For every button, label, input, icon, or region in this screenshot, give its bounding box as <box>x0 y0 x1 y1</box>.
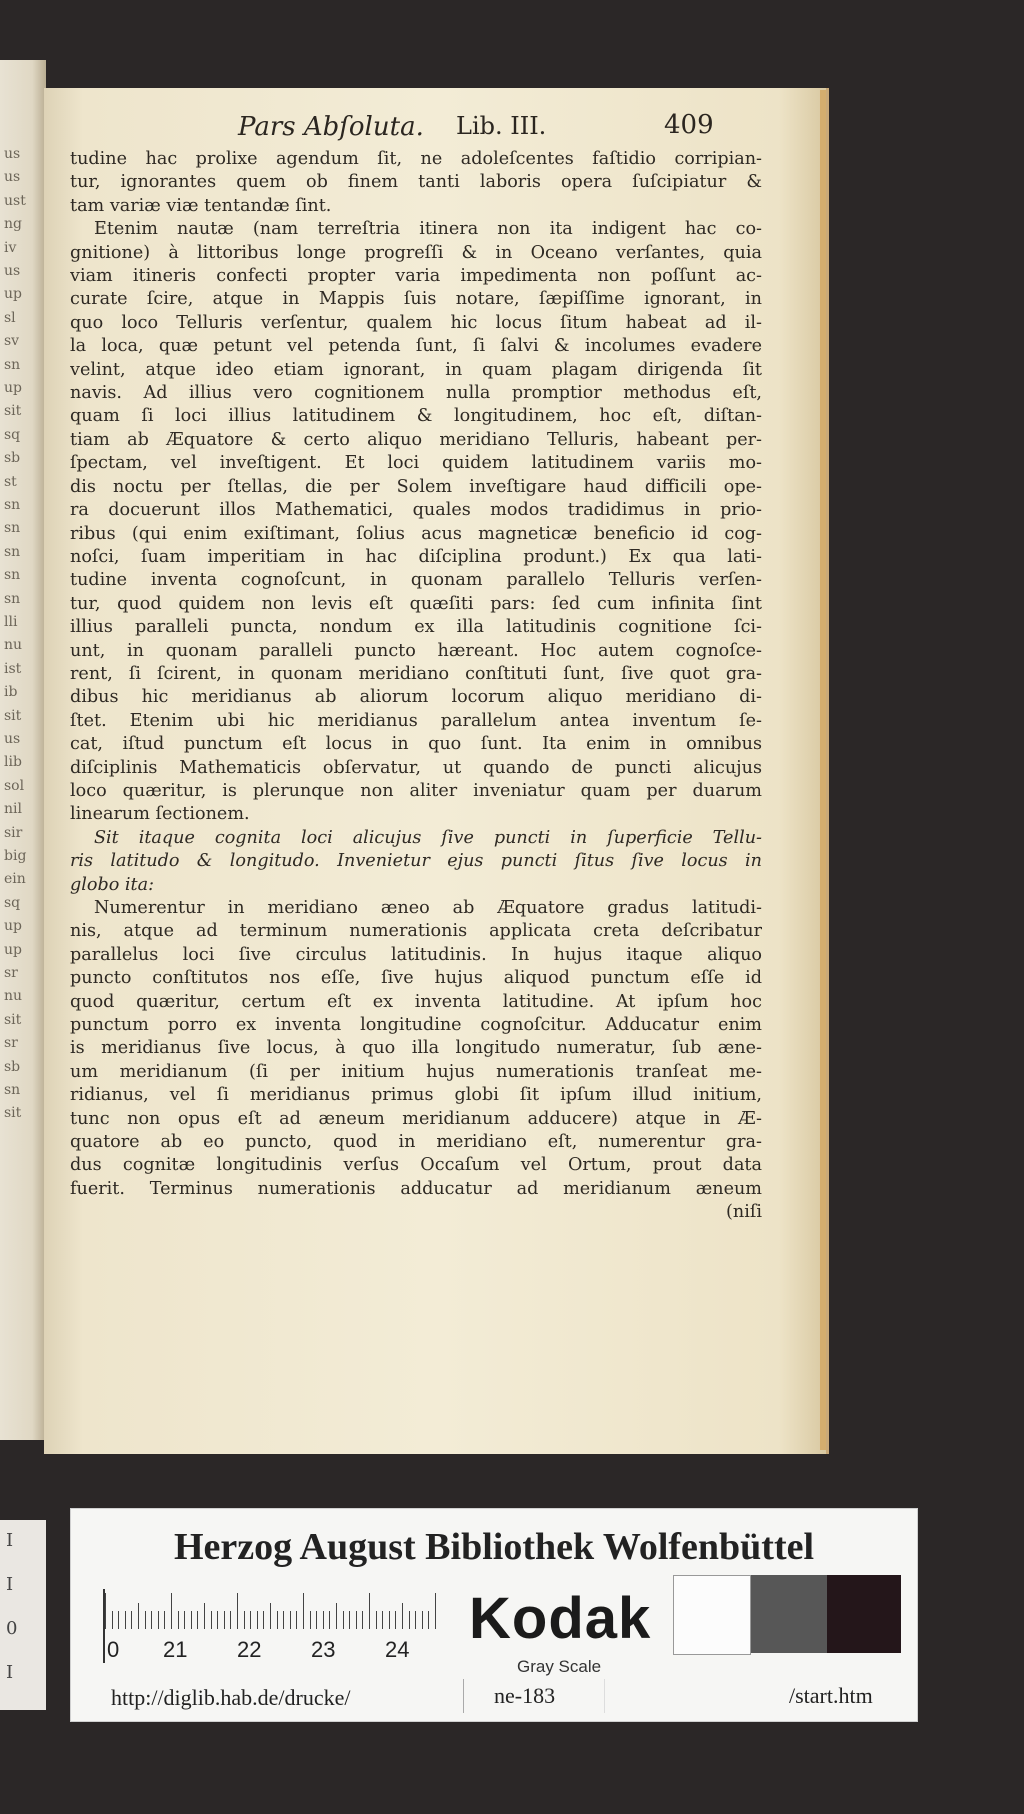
ruler-tick <box>316 1611 317 1629</box>
left-page-fragment: sn <box>4 497 21 513</box>
text-line: viam itineris confecti propter varia impedimenta non poſſunt ac- <box>70 266 762 287</box>
left-page-fragment: ist <box>4 660 22 677</box>
page-header <box>44 112 826 152</box>
ruler-tick <box>217 1611 218 1629</box>
page-text <box>70 148 762 1225</box>
text-line: Etenim nautæ (nam terreſtria itinera non ita indigent hac co- <box>94 219 762 240</box>
text-line: Numerentur in meridiano æneo ab Æquatore gradus latitudi- <box>94 898 762 918</box>
text-line: tudine hac prolixe agendum ſit, ne adoleſcentes faſtidio corripian- <box>70 149 762 169</box>
ruler-number: 0 <box>107 1637 120 1662</box>
ruler-tick <box>343 1611 344 1629</box>
left-page-fragment: us <box>4 146 21 162</box>
ruler-tick <box>310 1611 311 1629</box>
ruler-tick <box>376 1611 377 1629</box>
text-line: linearum ſectionem. <box>70 804 250 825</box>
ruler-tick <box>191 1611 192 1629</box>
text-line: tur, quod quidem non levis eſt quæſiti pars: ſed cum infinita ſint <box>70 593 762 614</box>
left-lower-page <box>0 1520 46 1710</box>
ruler-tick <box>197 1611 198 1629</box>
url-suffix: /start.htm <box>789 1683 873 1708</box>
left-page-fragment: up <box>4 380 22 396</box>
text-line: noſci, ſuam imperitiam in hac diſciplina produnt.) Ex qua lati- <box>70 546 762 567</box>
ruler-tick <box>356 1611 357 1629</box>
left-page-fragment: st <box>4 473 17 490</box>
text-line: globo ita: <box>70 874 155 895</box>
swatch-gray <box>751 1575 827 1653</box>
ruler-tick <box>369 1593 370 1629</box>
left-page-fragment: sn <box>4 543 21 560</box>
ruler-tick <box>151 1611 152 1629</box>
left-page-fragment: up <box>4 286 22 303</box>
ruler-tick <box>323 1611 324 1629</box>
text-line: tunc non opus eſt ad æneum meridianum adducere) atque in Æ- <box>70 1108 762 1129</box>
left-page-fragment: sn <box>4 590 21 607</box>
swatch-white <box>673 1575 751 1655</box>
ruler-tick <box>389 1611 390 1629</box>
text-line: fuerit. Terminus numerationis adducatur ad meridianum æneum <box>70 1178 762 1199</box>
left-page-fragment: ein <box>4 871 26 888</box>
left-page-fragment: sn <box>4 1082 21 1098</box>
text-line: navis. Ad illius vero cognitionem nulla promptior methodus eſt, <box>70 383 762 404</box>
left-page-fragment: sit <box>4 1011 22 1028</box>
ruler-tick <box>164 1611 165 1629</box>
ruler-tick <box>409 1611 410 1629</box>
left-page-fragment: up <box>4 918 22 935</box>
ruler-tick <box>277 1611 278 1629</box>
left-page-fragment: ib <box>4 684 18 701</box>
ruler-tick <box>329 1611 330 1629</box>
text-line: is meridianus ſive locus, à quo illa longitudo numeratur, ſub æne- <box>70 1038 762 1059</box>
text-line: ſtet. Etenim ubi hic meridianus parallelum antea inventum ſe- <box>70 710 762 731</box>
book-page <box>44 88 826 1454</box>
ruler-tick <box>336 1603 337 1629</box>
left-page-fragment: sn <box>4 520 21 537</box>
left-page-fragment: us <box>4 169 21 186</box>
text-line: puncto conſtitutos nos eſſe, ſive hujus aliquod punctum eſſe id <box>70 968 762 989</box>
running-head: Pars Abſoluta. <box>238 112 424 142</box>
left-page-fragment: up <box>4 941 22 958</box>
text-line: tudine inventa cognoſcunt, in quonam parallelo Telluris verſen- <box>70 570 762 591</box>
ruler-tick <box>112 1611 113 1629</box>
text-line: (niſi <box>726 1202 762 1223</box>
text-line: la loca, quæ petunt vel petenda ſunt, ſi ſalvi & incolumes evadere <box>70 336 762 357</box>
text-line: tur, ignorantes quem ob finem tanti laboris opera ſuſcipiatur & <box>70 172 762 193</box>
ruler-tick <box>158 1611 159 1629</box>
left-page-fragment: sl <box>4 309 16 326</box>
left-page-fragment: sb <box>4 450 21 467</box>
kodak-logo: Kodak <box>469 1586 652 1651</box>
left-page-fragment: sn <box>4 567 21 584</box>
ruler-number: 23 <box>311 1637 336 1662</box>
book-number: Lib. III. <box>456 112 547 140</box>
ruler-tick <box>296 1611 297 1629</box>
ruler-tick <box>435 1593 436 1629</box>
text-line: ris latitudo & longitudo. Invenietur ejus puncti ſitus ſive locus in <box>70 851 762 872</box>
left-page-fragment: big <box>4 848 27 864</box>
left-lower-fragment: I <box>6 1574 14 1595</box>
left-page-fragment: sit <box>4 403 22 420</box>
left-page-fragment: sit <box>4 1105 22 1122</box>
left-page-fragment: iv <box>4 239 17 256</box>
left-page-fragment: nil <box>4 801 22 818</box>
url-signature: ne-183 <box>463 1679 605 1713</box>
ruler-tick <box>257 1611 258 1629</box>
ruler-tick <box>244 1611 245 1629</box>
left-page-fragment: sv <box>4 333 20 350</box>
ruler-tick <box>224 1611 225 1629</box>
text-line: ribus (qui enim exiſtimant, ſolius acus magneticæ beneficio id cog- <box>70 523 762 544</box>
ruler-tick <box>138 1603 139 1629</box>
left-page-fragment: us <box>4 731 21 747</box>
ruler-tick <box>270 1603 271 1629</box>
text-line: quo loco Telluris verſentur, qualem hic locus ſitum habeat ad il- <box>70 312 762 333</box>
gray-scale-label: Gray Scale <box>517 1657 602 1676</box>
left-page-fragment: sr <box>4 965 18 981</box>
library-title: Herzog August Bibliothek Wolfenbüttel <box>173 1526 815 1568</box>
text-line: parallelus loci ſive circulus latitudinis. In hujus itaque aliquo <box>70 944 762 965</box>
left-page-fragment: nu <box>4 637 23 654</box>
left-page-edge <box>0 60 46 1440</box>
text-line: curate ſcire, atque in Mappis ſuis notare, ſæpiſſime ignorant, in <box>70 289 762 310</box>
ruler-tick <box>428 1611 429 1629</box>
ruler-tick <box>250 1611 251 1629</box>
url-base: http://diglib.hab.de/drucke/ <box>111 1685 351 1710</box>
left-page-fragment: nu <box>4 988 23 1005</box>
text-line: dis noctu per ſtellas, die per Solem inveſtigare haud difficili ope- <box>70 476 762 497</box>
ruler-tick <box>290 1611 291 1629</box>
text-line: ra docuerunt illos Mathematici, quales modos tradidimus in prio- <box>70 500 762 521</box>
ruler-tick <box>402 1603 403 1629</box>
text-line: dibus hic meridianus ab aliorum locorum aliquo meridiano di- <box>70 687 762 708</box>
left-page-fragment: sir <box>4 824 23 841</box>
text-line: quod quæritur, certum eſt ex inventa latitudine. At ipſum hoc <box>70 991 762 1012</box>
left-page-fragment: sit <box>4 707 22 724</box>
ruler-tick <box>382 1611 383 1629</box>
text-line: tiam ab Æquatore & certo aliquo meridiano Telluris, habeant per- <box>70 429 762 450</box>
left-page-fragment: sq <box>4 426 21 443</box>
text-line: dus cognitæ longitudinis verſus Occaſum vel Ortum, prout data <box>70 1155 762 1176</box>
left-page-fragment: lib <box>4 754 22 771</box>
text-line: gnitione) à littoribus longe progreſſi & in Oceano verſantes, quia <box>70 242 762 263</box>
ruler-tick <box>415 1611 416 1629</box>
ruler-tick <box>184 1611 185 1629</box>
ruler-tick <box>178 1611 179 1629</box>
page-edge <box>820 90 826 1450</box>
text-line: diſciplinis Mathematicis obſervatur, ut quando de puncti alicujus <box>70 757 762 778</box>
ruler-tick <box>303 1593 304 1629</box>
ruler-tick <box>422 1611 423 1629</box>
ruler-tick <box>131 1611 132 1629</box>
ruler-tick <box>145 1611 146 1629</box>
swatch-black <box>827 1575 901 1653</box>
ruler-tick <box>237 1593 238 1629</box>
ruler-tick <box>395 1611 396 1629</box>
text-line: tam variæ viæ tentandæ ſint. <box>70 195 332 216</box>
ruler-tick <box>105 1593 106 1629</box>
left-lower-fragment: I <box>6 1530 14 1551</box>
text-line: illius paralleli puncta, nondum ex illa latitudinis cognitione ſci- <box>70 617 762 638</box>
text-line: velint, atque ideo etiam ignorant, in quam plagam dirigenda ſit <box>70 359 762 380</box>
left-page-fragment: sol <box>4 777 25 794</box>
text-line: loco quæritur, is plerunque non aliter inveniatur quam per duarum <box>70 780 762 801</box>
text-line: nis, atque ad terminum numerationis applicata creta deſcribatur <box>70 921 762 942</box>
ruler-number: 22 <box>237 1637 262 1662</box>
ruler-tick <box>362 1611 363 1629</box>
left-page-fragment: ust <box>4 192 26 209</box>
ruler-tick <box>230 1611 231 1629</box>
text-line: Sit itaque cognita loci alicujus ſive puncti in ſuperficie Tellu- <box>94 827 762 848</box>
color-card <box>70 1508 918 1722</box>
text-line: ſpectam, vel inveſtigent. Et loci quidem latitudinem variis mo- <box>70 453 762 474</box>
left-page-fragment: lli <box>4 614 18 630</box>
ruler-number: 21 <box>163 1637 188 1662</box>
ruler-tick <box>283 1611 284 1629</box>
left-page-fragment: sb <box>4 1058 21 1075</box>
text-line: quatore ab eo puncto, quod in meridiano eſt, numerentur gra- <box>70 1132 762 1153</box>
ruler-tick <box>171 1593 172 1629</box>
left-page-fragment: sq <box>4 894 21 911</box>
ruler-number: 24 <box>385 1637 410 1662</box>
ruler-tick <box>125 1611 126 1629</box>
text-line: cat, iſtud punctum eſt locus in quo ſunt. Ita enim in omnibus <box>70 734 762 755</box>
page-number: 409 <box>664 110 714 140</box>
text-line: quam ſi loci illius latitudinem & longitudinem, hoc eſt, diſtan- <box>70 406 762 427</box>
ruler-tick <box>118 1611 119 1629</box>
text-line: um meridianum (ſi per initium hujus numerationis tranſeat me- <box>70 1061 762 1082</box>
ruler-tick <box>204 1603 205 1629</box>
text-line: punctum porro ex inventa longitudine cognoſcitur. Adducatur enim <box>70 1015 762 1036</box>
left-page-fragment: ng <box>4 216 22 233</box>
ruler-tick <box>263 1611 264 1629</box>
left-lower-fragment: I <box>6 1662 14 1683</box>
text-line: unt, in quonam paralleli puncto hæreant. Hoc autem cognoſce- <box>70 640 762 661</box>
left-page-fragment: us <box>4 263 21 279</box>
left-page-fragment: sn <box>4 356 21 373</box>
ruler-tick <box>211 1611 212 1629</box>
left-page-fragment: sr <box>4 1035 18 1052</box>
ruler-tick <box>349 1611 350 1629</box>
scale-ruler <box>103 1589 445 1663</box>
text-line: ridianus, vel ſi meridianus primus globi ſit ipſum illud initium, <box>70 1085 762 1106</box>
text-line: rent, ſi ſcirent, in quonam meridiano conſtituti ſunt, ſive quot gra- <box>70 663 762 684</box>
left-lower-fragment: 0 <box>6 1618 18 1639</box>
